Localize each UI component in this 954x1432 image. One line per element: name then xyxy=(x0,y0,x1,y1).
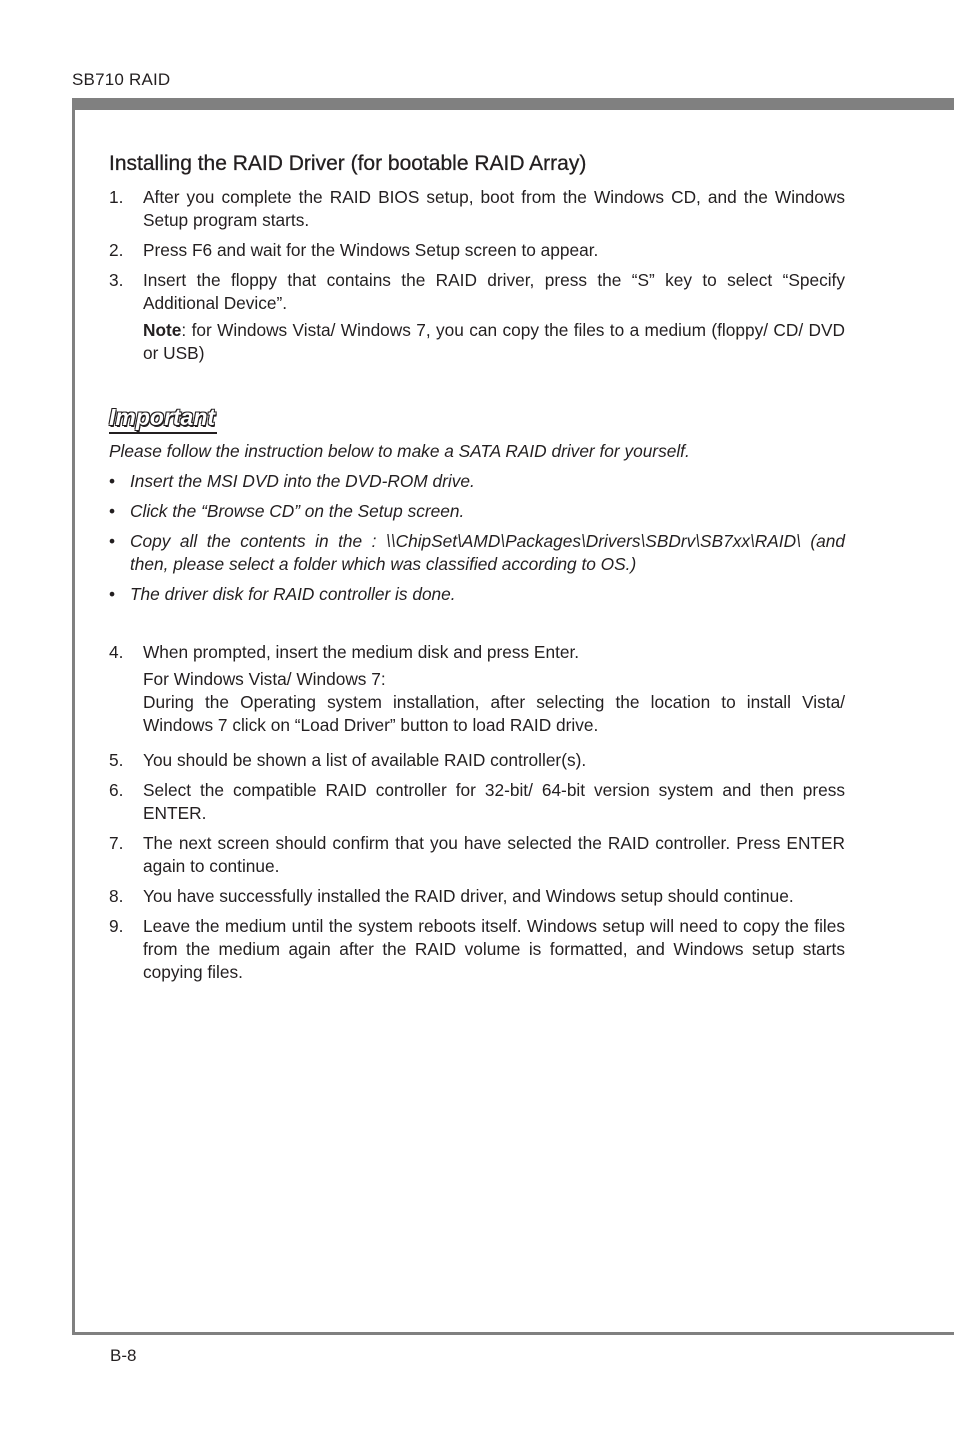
step-text: The next screen should confirm that you have selected the RAID controller. Press ENTER again to continue. xyxy=(143,833,845,876)
bullet-text: Click the “Browse CD” on the Setup screen. xyxy=(130,501,465,521)
spacer xyxy=(109,613,845,641)
important-intro: Please follow the instruction below to make a SATA RAID driver for yourself. xyxy=(109,441,690,461)
step-number: 5. xyxy=(109,750,124,770)
step-text: Insert the floppy that contains the RAID driver, press the “S” key to select “Specify Additional Device”. xyxy=(143,270,845,313)
bullet-marker: • xyxy=(109,471,116,491)
bottom-rule xyxy=(72,1332,954,1335)
note-label: Note xyxy=(143,320,182,340)
list-item xyxy=(109,500,845,523)
step-number: 2. xyxy=(109,240,124,260)
list-item xyxy=(109,530,845,576)
page-number: B-8 xyxy=(110,1346,137,1365)
step-item xyxy=(109,885,845,908)
section-header-label: SB710 RAID xyxy=(72,70,171,89)
step-sub-text: During the Operating system installation, after selecting the location to install Vista/ Windows 7 click on “Load Driver” button to load RAID drive. xyxy=(143,692,845,735)
section-title: Installing the RAID Driver (for bootable RAID Array) xyxy=(109,152,587,175)
important-bullet-list xyxy=(109,470,845,606)
left-margin-rule xyxy=(72,98,75,1335)
step-item xyxy=(109,269,845,315)
steps-after-list xyxy=(109,749,845,984)
step-text: Press F6 and wait for the Windows Setup screen to appear. xyxy=(143,240,599,260)
step-number: 9. xyxy=(109,916,124,936)
bullet-marker: • xyxy=(109,584,116,604)
step-item xyxy=(109,779,845,825)
bullet-text: The driver disk for RAID controller is done. xyxy=(130,584,456,604)
step-item xyxy=(109,832,845,878)
step-number: 6. xyxy=(109,780,124,800)
step-number: 8. xyxy=(109,886,124,906)
step-item xyxy=(109,915,845,984)
step-sub-paragraph xyxy=(109,668,845,737)
step-item xyxy=(109,641,845,664)
step-text: You have successfully installed the RAID driver, and Windows setup should continue. xyxy=(143,886,794,906)
step-text: When prompted, insert the medium disk and press Enter. xyxy=(143,642,580,662)
step-item xyxy=(109,749,845,772)
step-text: Select the compatible RAID controller for 32-bit/ 64-bit version system and then press ENTER. xyxy=(143,780,845,823)
list-item xyxy=(109,470,845,493)
bullet-text: Copy all the contents in the : \\ChipSet\AMD\Packages\Drivers\SBDrv\SB7xx\RAID\ (and then, please select a folder which was classified according to OS.) xyxy=(130,531,845,574)
bullet-text: Insert the MSI DVD into the DVD-ROM drive. xyxy=(130,471,475,491)
step-number: 7. xyxy=(109,833,124,853)
note-paragraph xyxy=(109,319,845,365)
bullet-marker: • xyxy=(109,531,116,551)
list-item xyxy=(109,583,845,606)
step-text: Leave the medium until the system reboots itself. Windows setup will need to copy the files from the medium again after the RAID volume is formatted, and Windows setup starts copying files. xyxy=(143,916,845,982)
step-text: You should be shown a list of available RAID controller(s). xyxy=(143,750,587,770)
header-bar xyxy=(72,98,954,110)
page-content xyxy=(109,150,845,991)
step-number: 1. xyxy=(109,187,124,207)
steps-before-list xyxy=(109,186,845,315)
bullet-marker: • xyxy=(109,501,116,521)
step-sub-heading: For Windows Vista/ Windows 7: xyxy=(143,669,386,689)
step-number: 3. xyxy=(109,270,124,290)
step-item xyxy=(109,239,845,262)
note-text: : for Windows Vista/ Windows 7, you can copy the files to a medium (floppy/ CD/ DVD or USB) xyxy=(143,320,845,363)
step-number: 4. xyxy=(109,642,124,662)
step-item xyxy=(109,186,845,232)
step-text: After you complete the RAID BIOS setup, boot from the Windows CD, and the Windows Setup program starts. xyxy=(143,187,845,230)
important-heading: Important xyxy=(109,402,217,434)
